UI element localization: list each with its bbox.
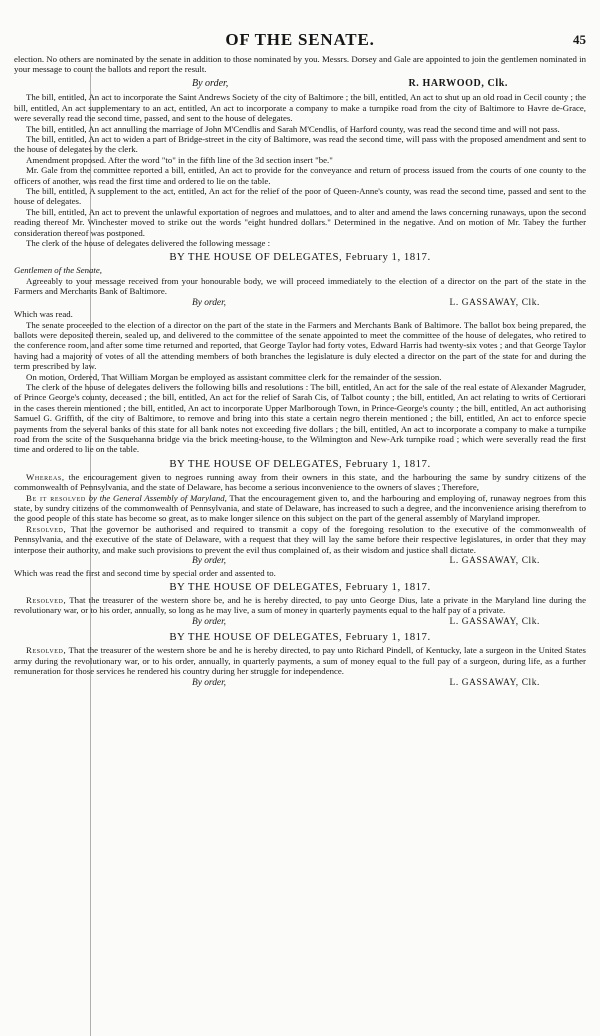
paragraph: On motion, Ordered, That William Morgan be employed as assistant committee clerk for the remainder of the session. [26,371,442,382]
paragraph: Amendment proposed. After the word "to" in the fifth line of the 3d section insert "be." [26,154,333,165]
by-order-label: By order, [192,616,227,627]
paragraph-lead: Be it resolved [26,492,86,503]
section-heading: BY THE HOUSE OF DELEGATES, February 1, 1817. [169,580,431,593]
paragraph-lead: Resolved, [26,523,67,534]
paragraph [14,595,586,616]
paragraph: The clerk of the house of delegates delivered the following message : [26,238,271,248]
signature-block [14,78,586,90]
paragraph: The bill, entitled, An act to widen a part of Bridge-street in the city of Baltimore, was read the second time, will pass with the proposed amendment and sent to the house of delegates by the clerk. [14,133,586,155]
paragraph-text: the encouragement given to negroes running away from their owners in this state, and the harbouring the same by sundry citizens of the commonwealth of Pennsylvania, and the state of Delaware, has become a serious inconvenience to the owners of slaves ; Therefore, [14,471,586,493]
paragraph: The bill, entitled, A supplement to the act, entitled, An act for the relief of the poor of Queen-Anne's county, was read the second time, passed and sent to the house of delegates. [14,185,586,207]
paragraph: The senate proceeded to the election of a director on the part of the state in the Farmers and Merchants Bank of Baltimore. The ballot box being prepared, the ballots were deposited therein, sealed up, and delivered to the committee of the senate appointed to meet the committee of the house of delegates, who retired to the conference room, and after some time returned and reported, that George Taylor had forty votes, Edward Harris had twenty-six votes ; and that George Taylor having had a majority of votes of all the attending members of both branches the legislature is duly elected a director on the part of the state for and during the term prescribed by law. [14,319,586,372]
paragraph-lead: Whereas, [26,471,65,482]
page-number: 45 [573,32,586,47]
signature-block [14,556,586,568]
document-body [14,54,586,689]
clerk-signature: L. GASSAWAY, Clk. [449,556,540,567]
paragraph [14,645,586,676]
paragraph [14,493,586,524]
clerk-signature: L. GASSAWAY, Clk. [449,616,540,627]
paragraph-text: That the governor be authorised and required to transmit a copy of the foregoing resolution to the executive of the commonwealth of Pennsylvania, and the executive of the state of Delaware, with a request that they will lay the same before their respective legislatures, in order that they may interpose their authority, and make such provisions to prevent the evil thus complained of, as their wisdom and justice shall dictate. [14,523,586,555]
paragraph-italic: by the General Assembly of Maryland, [88,492,227,503]
paragraph: The bill, entitled, An act to prevent the unlawful exportation of negroes and mulattoes, and to alter and amend the laws concerning runaways, upon the second reading thereof Mr. Winchester moved to strike out the words "eight hundred dollars." Determined in the negative. And on motion of Mr. Tabey the further consideration thereof was postponed. [14,206,586,238]
paragraph: The bill, entitled, An act annulling the marriage of John M'Cendlis and Sarah M'Cendlis, of Harford county, was read the second time and will not pass. [26,123,560,134]
signature-block [14,617,586,629]
section-heading: BY THE HOUSE OF DELEGATES, February 1, 1817. [169,631,431,644]
signature-block [14,678,586,690]
paragraph: election. No others are nominated by the senate in addition to those nominated by you. Messrs. Dorsey and Gale are appointed to join the gentlemen nominated in your message to count the ballots and report the result. [14,54,586,75]
signature-block [14,298,586,310]
page-title: OF THE SENATE. [225,30,375,49]
section-heading: BY THE HOUSE OF DELEGATES, February 1, 1817. [169,457,431,470]
paragraph-text: That the treasurer of the western shore be and he is hereby directed, to pay unto Richard Pindell, of Kentucky, late a surgeon in the United States army during the revolutionary war, or to his order, annually, in quarterly payments, a sum of money equal to the full pay of a surgeon, during life, as a further remuneration for those services he rendered his country during her struggle for independence. [14,645,586,677]
paragraph-text: That the treasurer of the western shore be, and he is hereby directed, to pay unto George Dius, late a private in the Maryland line during the revolutionary war, or to his order, annually, so long as he may live, a sum of money in quarterly payments equal to the half pay of a private. [14,594,586,616]
paragraph: Which was read. [14,309,73,320]
paragraph: Which was read the first and second time by special order and assented to. [14,567,276,578]
page-header [0,30,600,52]
clerk-signature: R. HARWOOD, Clk. [408,77,508,89]
paragraph: The bill, entitled, An act to incorporate the Saint Andrews Society of the city of Baltimore ; the bill, entitled, An act to shut up an old road in Cecil county ; the bill, entitled, An act supplementary to an act, entitled, An act to incorporate a company to make a turnpike road from the city of Baltimore to Havre de-Grace, were severally read the second time, passed, and sent to the house of delegates. [14,92,586,124]
paragraph: Mr. Gale from the committee reported a bill, entitled, An act to provide for the conveyance and return of process issued from the courts of one county to the officers of another, was read the first time and ordered to lie on the table. [14,165,586,186]
by-order-label: By order, [192,556,227,567]
paragraph-text: That the encouragement given to, and the harbouring and employing of, runaway negroes from this state, by sundry citizens of the commonwealth of Pennsylvania, and state of Delaware, has increased to such a degree, and the inconvenience arising therefrom to the good people of this state has become so great, as to make longer silence on this subject on the part of the general assembly of Maryland improper. [14,492,587,524]
clerk-signature: L. GASSAWAY, Clk. [449,677,540,688]
by-order-label: By order, [192,297,227,308]
by-order-label: By order, [192,77,229,89]
paragraph-lead: Resolved, [26,645,67,656]
by-order-label: By order, [192,677,227,688]
paragraph-lead: Resolved, [26,594,67,605]
salutation: Gentlemen of the Senate, [14,265,102,276]
paragraph [14,524,586,555]
paragraph: The clerk of the house of delegates delivers the following bills and resolutions : The bill, entitled, An act for the sale of the real estate of Alexander Magruder, of Prince George's county, deceased ; the bill, entitled, An act for the relief of Sarah Cis, of Talbot county ; the bill, entitled, An act relating to writs of Certiorari in the cases therein mentioned ; the bill, entitled, An act to incorporate Upper Marlborough Town, in Prince-George's county ; the bill, entitled, An act authorising Samuel G. Griffith, of the city of Baltimore, to remove and bring into this state a certain negro therein mentioned ; the bill, entitled, An act to enforce specie payments from the several banks of this state for all bank notes not exceeding five dollars ; the bill, entitled, An act to incorporate a company to make a turnpike road from the scite of the Susquehanna bridge via the brick meeting-house, to the Wilmington and New-Ark turnpike road ; which were severally read the first time and ordered to lie on the table. [14,381,586,455]
clerk-signature: L. GASSAWAY, Clk. [449,297,540,308]
section-heading: BY THE HOUSE OF DELEGATES, February 1, 1817. [169,251,431,264]
paragraph: Agreeably to your message received from your honourable body, we will proceed immediately to the election of a director on the part of the state in the Farmers and Merchants Bank of Baltimore. [14,275,586,297]
paragraph [14,472,586,493]
